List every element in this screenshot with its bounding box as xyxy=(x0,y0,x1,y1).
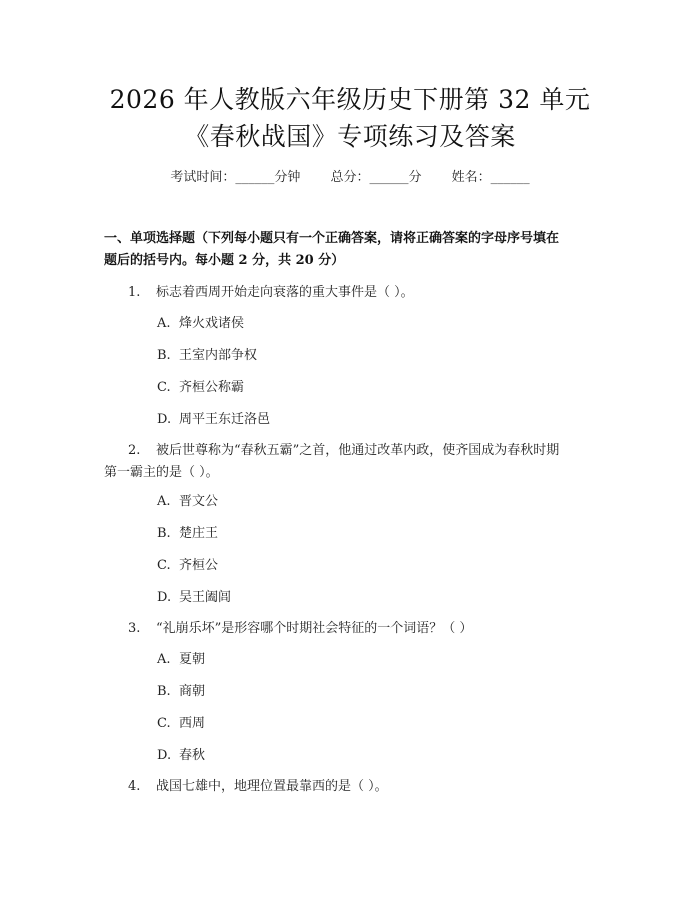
option-text: 吴王阖闾 xyxy=(179,590,232,605)
section-heading-line2: 题后的括号内。每小题 2 分，共 20 分） xyxy=(104,253,345,268)
option-text: 烽火戏诸侯 xyxy=(179,316,245,331)
option-3a xyxy=(157,650,205,670)
option-text: 齐桓公称霸 xyxy=(179,380,245,395)
option-letter: A. xyxy=(157,652,171,667)
exam-total-score: 总分：______分 xyxy=(330,170,422,185)
option-letter: B. xyxy=(157,526,171,541)
question-text: 被后世尊称为“春秋五霸”之首，他通过改革内政，使齐国成为春秋时期 xyxy=(156,443,560,458)
question-text: 标志着西周开始走向衰落的重大事件是（ ）。 xyxy=(156,285,414,300)
option-letter: D. xyxy=(157,412,172,427)
option-text: 春秋 xyxy=(179,748,206,763)
option-1d xyxy=(157,410,270,430)
option-text: 周平王东迁洛邑 xyxy=(179,412,271,427)
option-2b xyxy=(157,524,218,544)
option-3d xyxy=(157,746,205,766)
question-text-continued: 第一霸主的是（ ）。 xyxy=(104,465,219,480)
question-number: 4. xyxy=(128,779,141,794)
option-1a xyxy=(157,314,244,334)
option-2d xyxy=(157,588,231,608)
question-1 xyxy=(104,282,604,304)
option-2c xyxy=(157,556,218,576)
option-letter: C. xyxy=(157,558,171,573)
option-letter: D. xyxy=(157,590,172,605)
option-1c xyxy=(157,378,244,398)
question-text: 战国七雄中，地理位置最靠西的是（ ）。 xyxy=(156,779,388,794)
question-number: 2. xyxy=(128,443,141,458)
question-3 xyxy=(104,618,604,640)
option-3c xyxy=(157,714,205,734)
exam-meta xyxy=(0,168,700,188)
option-letter: A. xyxy=(157,494,171,509)
option-letter: C. xyxy=(157,716,171,731)
document-title-line2: 《春秋战国》专项练习及答案 xyxy=(184,122,516,151)
question-text: “礼崩乐坏”是形容哪个时期社会特征的一个词语？（ ） xyxy=(156,621,473,636)
option-letter: B. xyxy=(157,684,171,699)
option-letter: C. xyxy=(157,380,171,395)
option-text: 夏朝 xyxy=(179,652,206,667)
option-letter: D. xyxy=(157,748,172,763)
option-text: 晋文公 xyxy=(179,494,219,509)
question-4 xyxy=(104,776,604,798)
option-text: 商朝 xyxy=(179,684,206,699)
section-heading-line1: 一、单项选择题（下列每小题只有一个正确答案，请将正确答案的字母序号填在 xyxy=(104,231,560,246)
question-number: 1. xyxy=(128,285,141,300)
question-number: 3. xyxy=(128,621,141,636)
option-letter: B. xyxy=(157,348,171,363)
document-title-line1: 2026 年人教版六年级历史下册第 32 单元 xyxy=(109,85,591,114)
student-name: 姓名：______ xyxy=(451,170,530,185)
option-letter: A. xyxy=(157,316,171,331)
option-3b xyxy=(157,682,205,702)
option-text: 齐桓公 xyxy=(179,558,219,573)
option-2a xyxy=(157,492,218,512)
option-text: 楚庄王 xyxy=(179,526,219,541)
option-1b xyxy=(157,346,257,366)
option-text: 王室内部争权 xyxy=(179,348,258,363)
section-heading xyxy=(104,228,604,272)
question-2 xyxy=(104,440,604,484)
option-text: 西周 xyxy=(179,716,206,731)
exam-time: 考试时间：______分钟 xyxy=(170,170,301,185)
